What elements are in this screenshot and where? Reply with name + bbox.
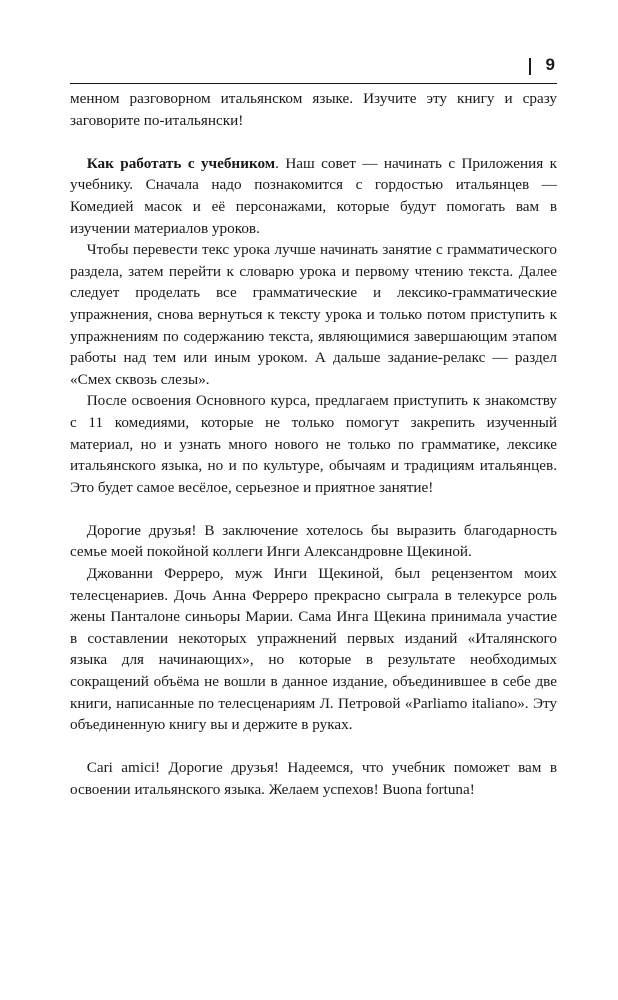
paragraph-ferrero: Джованни Ферреро, муж Инги Щекиной, был рецензентом моих телесценариев. Дочь Анна Ферреро прекрасно сыграла в телекурсе роль жены Панталоне синьоры Марии. Сама Инга Щекина принимала участие в составлении некоторых упражнений первых изданий «Италянского языка для начинающих», но которые в результате необходимых сокращений объёма не вошли в данное издание, объединившее в себе две книги, написанные по телесценариям Л. Петровой «Parliamo italiano». Эту объединенную книгу вы и держите в руках. xyxy=(70,565,557,734)
page-number: 9 xyxy=(545,55,555,74)
header-separator xyxy=(529,58,531,75)
header-rule xyxy=(70,83,557,84)
section-heading-how-to-work: Как работать с учебником xyxy=(86,154,276,172)
paragraph-lesson-order: Чтобы перевести текс урока лучше начинать занятие с грамматического раздела, затем перейти к словарю урока и первому чтению текста. Далее следует проделать все грамматические и лексико-грамматические упражнения, снова вернуться к тексту урока и только потом приступить к упражнениям по содержанию текста, являющимися завершающим этапом работы над тем или иным уроком. А дальше задание-релакс — раздел «Смех сквозь слезы». xyxy=(70,241,557,388)
paragraph-how-to-work-text: . Наш совет — начинать с Приложения к учебнику. Сначала надо познакомится с гордостью итальянцев — Комедией масок и её персонажами, которые будут помогать вам в изучении материалов уроков. xyxy=(70,154,557,237)
paragraph-gratitude: Дорогие друзья! В заключение хотелось бы выразить благодарность семье моей покойной коллеги Инги Александровне Щекиной. xyxy=(70,521,557,561)
paragraph-how-to-work xyxy=(70,153,557,239)
page-body xyxy=(70,88,557,801)
paragraph-comedies: После освоения Основного курса, предлагаем приступить к знакомству с 11 комедиями, которые не только помогут закрепить изученный материал, но и узнать много нового не только по грамматике, лексике итальянского языка, но и по культуре, обычаям и традициям итальянцев. Это будет самое весёлое, серьезное и приятное занятие! xyxy=(70,392,557,496)
paragraph-closing: Cari amici! Дорогие друзья! Надеемся, что учебник поможет вам в освоении итальянского языка. Желаем успехов! Buona fortuna! xyxy=(70,759,557,798)
paragraph-continuation: менном разговорном итальянском языке. Изучите эту книгу и сразу заговорите по-итальянски! xyxy=(70,90,557,129)
page-header xyxy=(70,56,557,84)
